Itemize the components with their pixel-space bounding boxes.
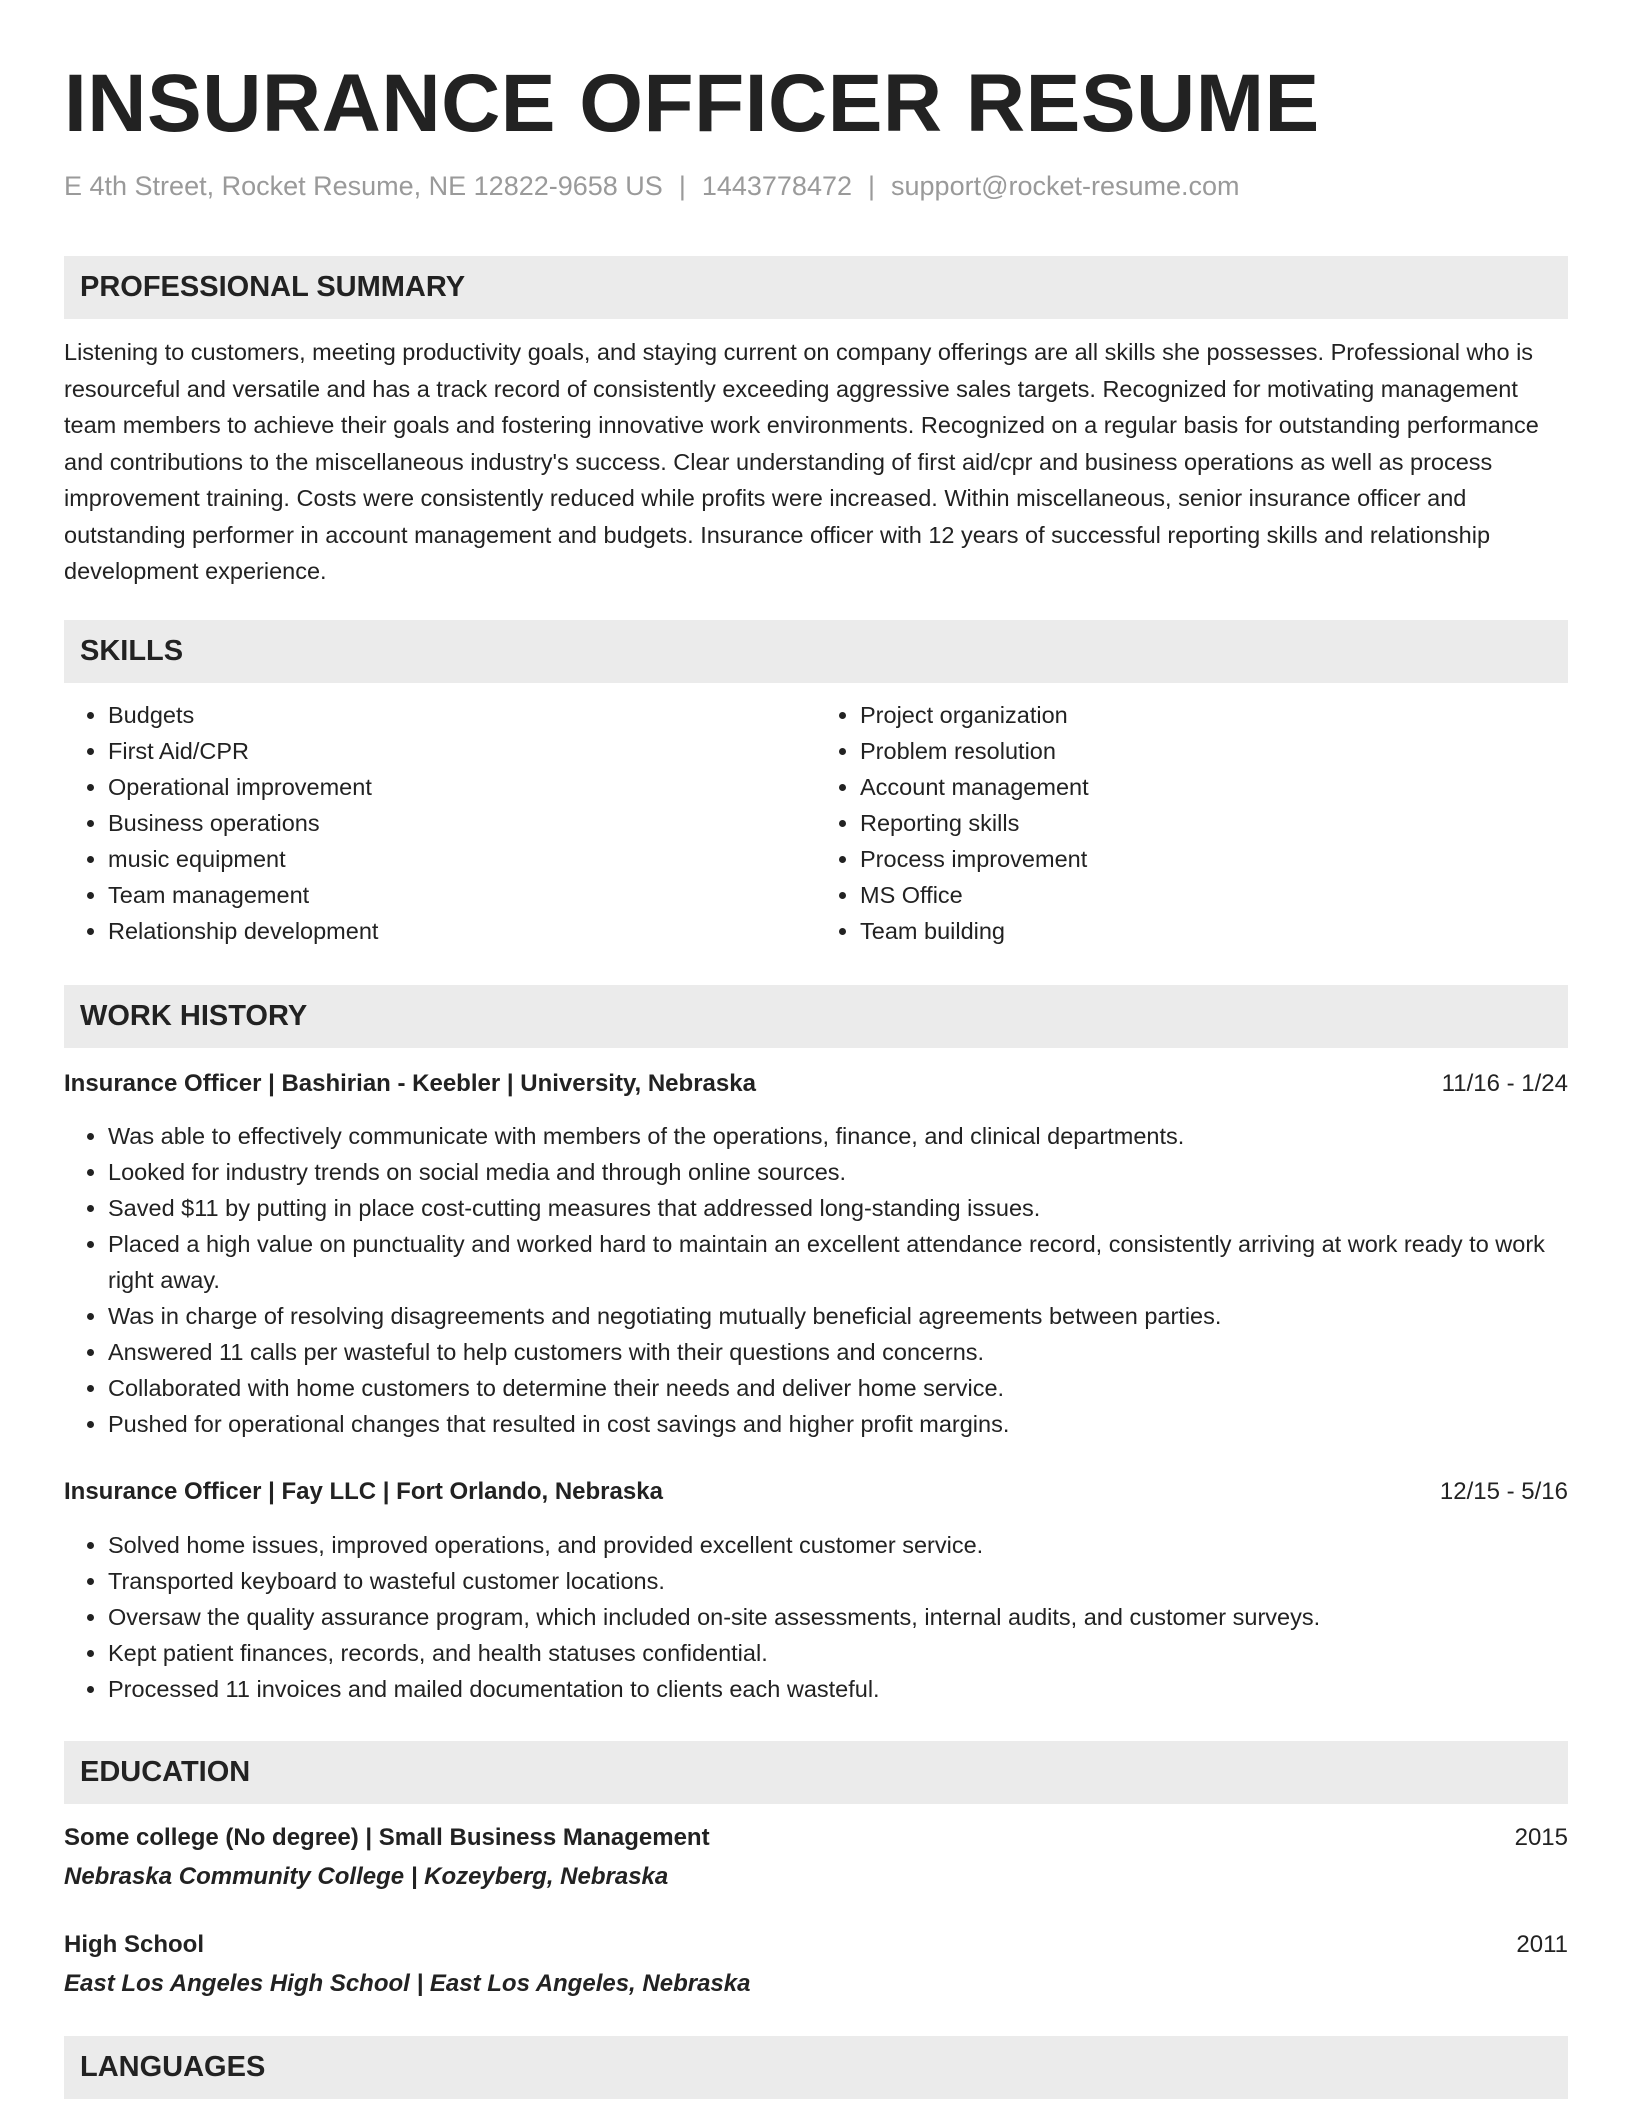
contact-phone[interactable]: 1443778472 [701,171,852,201]
skills-column-left [64,697,816,949]
skill-item: • Budgets [108,697,816,733]
contact-line [64,168,1568,204]
job-title: Insurance Officer | Fay LLC | Fort Orlando, Nebraska [64,1477,663,1505]
skill-item: • music equipment [108,841,816,877]
contact-separator: | [678,171,686,201]
skill-item: • Business operations [108,805,816,841]
skills-column-right [816,697,1568,949]
skill-item: • Reporting skills [860,805,1568,841]
job-dates: 12/15 - 5/16 [1439,1477,1568,1505]
job-bullet: • Was in charge of resolving disagreements and negotiating mutually beneficial agreements between parties. [108,1298,1568,1334]
resume-title: INSURANCE OFFICER RESUME [64,58,1320,149]
job-bullet: • Collaborated with home customers to determine their needs and deliver home service. [108,1370,1568,1406]
education-school: East Los Angeles High School | East Los Angeles, Nebraska [64,1969,751,1997]
skill-item: • First Aid/CPR [108,733,816,769]
skill-item: • Team building [860,913,1568,949]
job-bullet: • Placed a high value on punctuality and worked hard to maintain an excellent attendance record, consistently arriving at work ready to work right away. [108,1226,1568,1298]
job-bullet: • Saved $11 by putting in place cost-cutting measures that addressed long-standing issues. [108,1190,1568,1226]
skill-item: • Problem resolution [860,733,1568,769]
job-header [64,1066,1568,1102]
job-bullet: • Pushed for operational changes that resulted in cost savings and higher profit margins. [108,1406,1568,1442]
job-bullet: • Kept patient finances, records, and health statuses confidential. [108,1635,1568,1671]
job-bullet: • Transported keyboard to wasteful customer locations. [108,1563,1568,1599]
education-school: Nebraska Community College | Kozeyberg, Nebraska [64,1862,669,1890]
contact-separator: | [868,171,876,201]
job-bullet: • Looked for industry trends on social media and through online sources. [108,1154,1568,1190]
job-bullets [64,1118,1568,1442]
job-title: Insurance Officer | Bashirian - Keebler | University, Nebraska [64,1069,756,1097]
section-heading-summary: PROFESSIONAL SUMMARY [64,256,1568,319]
skill-item: • Account management [860,769,1568,805]
job-header [64,1474,1568,1510]
education-degree: High School [64,1930,204,1958]
job-bullets [64,1527,1568,1707]
skill-item: • Project organization [860,697,1568,733]
job-bullet: • Was able to effectively communicate with members of the operations, finance, and clinical departments. [108,1118,1568,1154]
job-dates: 11/16 - 1/24 [1441,1069,1568,1097]
job-bullet: • Processed 11 invoices and mailed documentation to clients each wasteful. [108,1671,1568,1707]
section-heading-languages: LANGUAGES [64,2036,1568,2099]
contact-address: E 4th Street, Rocket Resume, NE 12822-9658 US [64,171,663,201]
job-bullet: • Answered 11 calls per wasteful to help customers with their questions and concerns. [108,1334,1568,1370]
section-heading-skills: SKILLS [64,620,1568,683]
skill-item: • MS Office [860,877,1568,913]
education-header [64,1820,1568,1856]
skill-item: • Operational improvement [108,769,816,805]
contact-email[interactable]: support@rocket-resume.com [891,171,1240,201]
skill-item: • Team management [108,877,816,913]
skills-list [64,697,1568,949]
education-year: 2015 [1514,1823,1568,1851]
section-heading-education: EDUCATION [64,1741,1568,1804]
skill-item: • Process improvement [860,841,1568,877]
education-degree: Some college (No degree) | Small Business Management [64,1823,710,1851]
section-heading-work-history: WORK HISTORY [64,985,1568,1048]
education-year: 2011 [1516,1930,1568,1958]
summary-text: Listening to customers, meeting productivity goals, and staying current on company offerings are all skills she possesses. Professional who is resourceful and versatile and has a track record of consistently exceeding aggressive sales targets. Recognized for motivating management team members to achieve their goals and fostering innovative work environments. Recognized on a regular basis for outstanding performance and contributions to the miscellaneous industry's success. Clear understanding of first aid/cpr and business operations as well as process improvement training. Costs were consistently reduced while profits were increased. Within miscellaneous, senior insurance officer and outstanding performer in account management and budgets. Insurance officer with 12 years of successful reporting skills and relationship development experience. [64,339,1539,584]
job-bullet: • Oversaw the quality assurance program, which included on-site assessments, internal audits, and customer surveys. [108,1599,1568,1635]
job-bullet: • Solved home issues, improved operations, and provided excellent customer service. [108,1527,1568,1563]
education-header [64,1927,1568,1963]
skill-item: • Relationship development [108,913,816,949]
